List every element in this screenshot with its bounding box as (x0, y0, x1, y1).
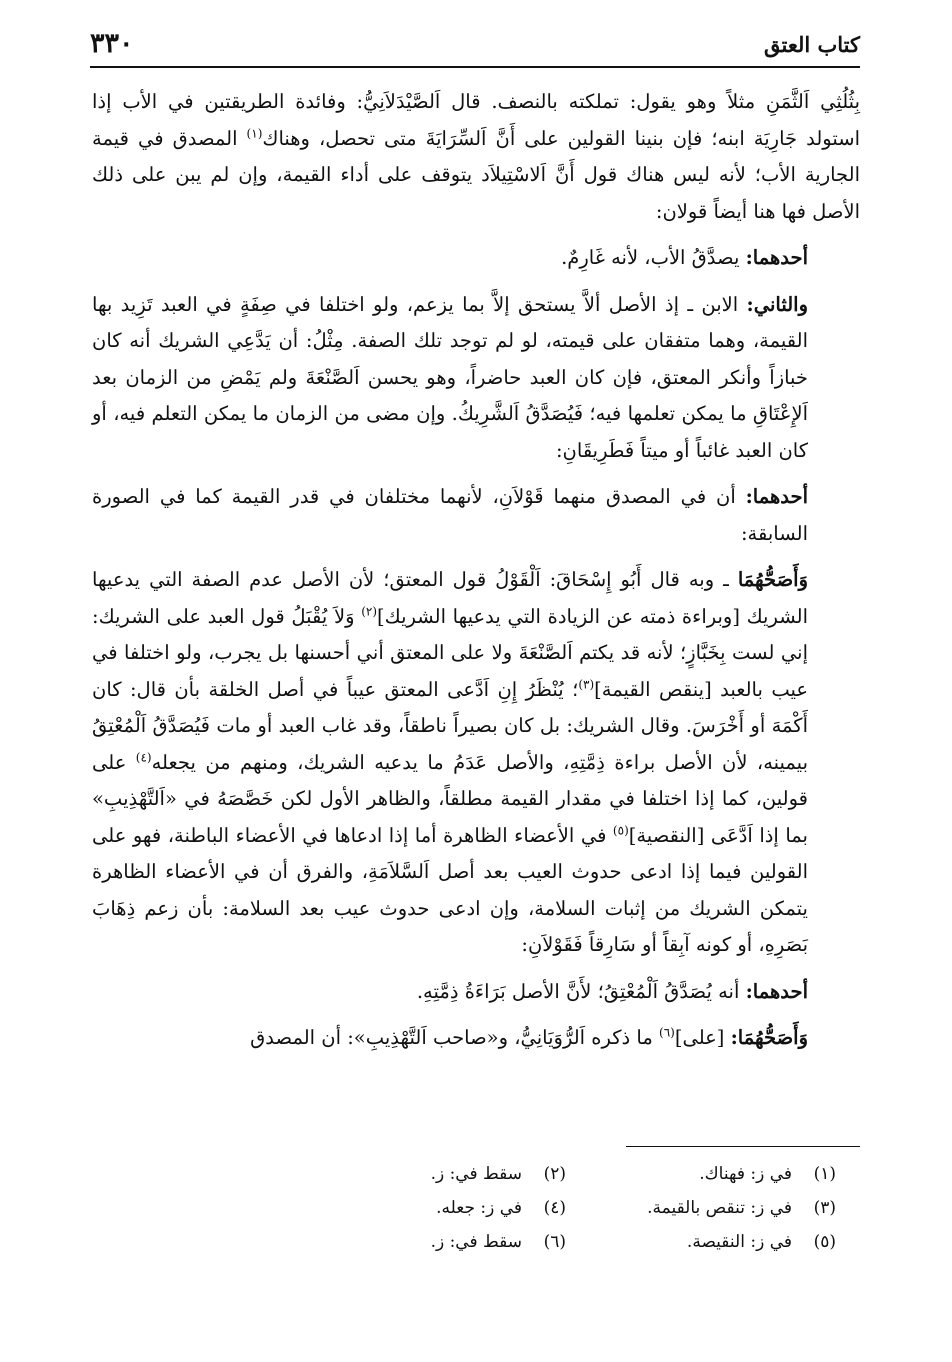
footnote-number: (٢) (543, 1164, 566, 1184)
footnote-text: سقط في: ز. (430, 1164, 522, 1184)
lead-word: أحدهما: (745, 246, 808, 269)
paragraph-text: أن في المصدق منهما قَوْلاَنِ، لأنهما مختلفان في قدر القيمة كما في الصورة السابقة: (92, 485, 808, 545)
paragraph-text: وَلاَ يُقْبَلُ قول العبد على الشريك: إني لست بِخَبَّازٍ؛ لأنه قد يكتم اَلصَّنْعَةَ ولا على المعتق أني أحسنها بل يجرب، ولو اختلفا في عيب بالعبد [ينقص القيمة] (92, 604, 809, 701)
footnote-number: (٤) (543, 1198, 566, 1218)
paragraph-text: الابن ـ إذ الأصل ألاَّ يستحق إلاَّ بما يزعم، ولو اختلفا في صِفَةٍ في العبد تَزِيد بها القيمة، وهما متفقان على قيمته، لو لم توجد تلك الصفة. مِثْلُ: أن يَدَّعِي الشريك أنه كان خبازاً وأنكر المعتق، فإن كان العبد حاضراً، وهو يحسن اَلصَّنْعَةَ ولم يَمْضِ من الزمان بعد اَلإِعْتَاقِ ما يمكن تعلمها فيه؛ فَيُصَدَّقُ اَلشَّرِيكُ. وإن مضى من الزمان ما يمكن التعلم فيه، أو كان العبد غائباً أو ميتاً فَطَرِيقَانِ: (92, 292, 808, 462)
chapter-title: كتاب العتق (763, 32, 860, 57)
footnote-divider (626, 1146, 860, 1147)
paragraph-5 (92, 562, 860, 964)
footnote-ref: (١) (246, 126, 263, 140)
footnote-number: (٦) (543, 1232, 566, 1252)
footnote-number: (٥) (813, 1232, 836, 1252)
page-header (90, 28, 860, 68)
paragraph-1 (92, 84, 860, 230)
footnote-ref: (٦) (659, 1025, 675, 1040)
paragraph-text: ما ذكره اَلرُّوَيَانِيُّ، و«صاحب اَلتَّهْذِيبِ»: أن المصدق (250, 1026, 660, 1049)
paragraph-3 (92, 287, 860, 470)
footnote-item (586, 1158, 836, 1190)
footnote-ref: (٤) (135, 750, 152, 764)
lead-word: والثاني: (746, 292, 808, 316)
lead-word: وَأَصَحُّهُمَا: (730, 1026, 808, 1049)
footnote-text: في ز: تنقص بالقيمة. (647, 1198, 792, 1218)
paragraph-text: في الأعضاء الظاهرة أما إذا ادعاها في الأعضاء الباطنة، فهو على القولين فيما إذا ادعى حدوث العيب بعد أصل اَلسَّلاَمَةِ، والفرق أن في الأعضاء الظاهرة يتمكن الشريك من إثبات السلامة، وإن ادعى حدوث عيب بعد السلامة: بأن زعم ذِهَابَ بَصَرِهِ، أو كونه آبِقاً أو سَارِقاً فَقَوْلاَنِ: (92, 823, 808, 956)
main-text (92, 84, 860, 1067)
page-number: ٣٣٠ (90, 28, 134, 59)
footnote-text: في ز: النقيصة. (686, 1232, 792, 1252)
footnotes (316, 1158, 836, 1258)
paragraph-text: ؛ يُنْظَرُ إِنِ اَدَّعى المعتق عيباً في أصل الخلقة بأن قال: كان أَكْمَهَ أو أَخْرَسَ. وقال الشريك: بل كان بصيراً ناطقاً، وقد غاب العبد أو مات فَيُصَدَّقُ اَلْمُعْتِقُ بيمينه، لأن الأصل براءة ذِمَّتِهِ، والأصل عَدَمُ ما يدعيه الشريك، ومنهم من يجعله (92, 677, 808, 774)
footnote-item (316, 1226, 566, 1258)
footnote-text: في ز: فهناك. (699, 1164, 792, 1184)
footnote-text: في ز: جعله. (436, 1198, 522, 1218)
paragraph-6 (92, 974, 860, 1011)
paragraph-text: [على] (674, 1026, 731, 1049)
footnote-ref: (٥) (612, 823, 629, 837)
paragraph-text: المصدق في قيمة الجارية الأب؛ لأنه ليس هناك قول أَنَّ اَلاسْتِيلاَد يتوقف على أداء القيمة، وإن لم يبن على ذلك الأصل فها هنا أيضاً قولان: (92, 126, 860, 223)
footnote-item (316, 1158, 566, 1190)
paragraph-text: بِثُلُثِي اَلثَّمَنِ مثلاً وهو يقول: تملكته بالنصف. قال اَلصَّيْدَلاَنِيُّ: وفائدة الطريقتين في الأب إذا استولد جَارِيَة ابنه؛ فإن بنينا القولين على أَنَّ اَلسِّرَايَةَ متى تحصل، وهناك (92, 90, 861, 150)
footnote-text: سقط في: ز. (430, 1232, 522, 1252)
lead-word: وَأَصَحُّهُمَا (737, 568, 808, 591)
footnote-number: (١) (813, 1164, 836, 1184)
paragraph-text: أنه يُصَدَّقُ اَلْمُعْتِقُ؛ لأَنَّ الأصل بَرَاءَةُ ذِمَّتِهِ. (416, 979, 746, 1003)
footnote-item (586, 1192, 836, 1224)
footnote-ref: (٣) (578, 677, 595, 691)
lead-word: أحدهما: (745, 979, 808, 1003)
footnote-ref: (٢) (361, 604, 378, 618)
paragraph-4 (92, 479, 860, 552)
paragraph-7 (92, 1020, 860, 1057)
paragraph-2 (92, 240, 860, 277)
paragraph-text: ـ وبه قال أَبُو إِسْحَاقَ: اَلْقَوْلُ قول المعتق؛ لأن الأصل عدم الصفة التي يدعيها الشريك [وبراءة ذمته عن الزيادة التي يدعيها الشريك] (92, 568, 808, 628)
paragraph-text: على قولين، كما إذا اختلفا في مقدار القيمة مطلقاً، والظاهر الأول لكن خَصَّصَهُ في «اَلتَّهْذِيبِ» بما إذا اَدَّعَى [النقصية] (92, 750, 808, 847)
paragraph-text: يصدَّقُ الأب، لأنه غَارِمٌ. (561, 246, 746, 269)
footnote-item (316, 1192, 566, 1224)
footnote-number: (٣) (813, 1198, 836, 1218)
lead-word: أحدهما: (745, 485, 808, 508)
footnote-item (586, 1226, 836, 1258)
